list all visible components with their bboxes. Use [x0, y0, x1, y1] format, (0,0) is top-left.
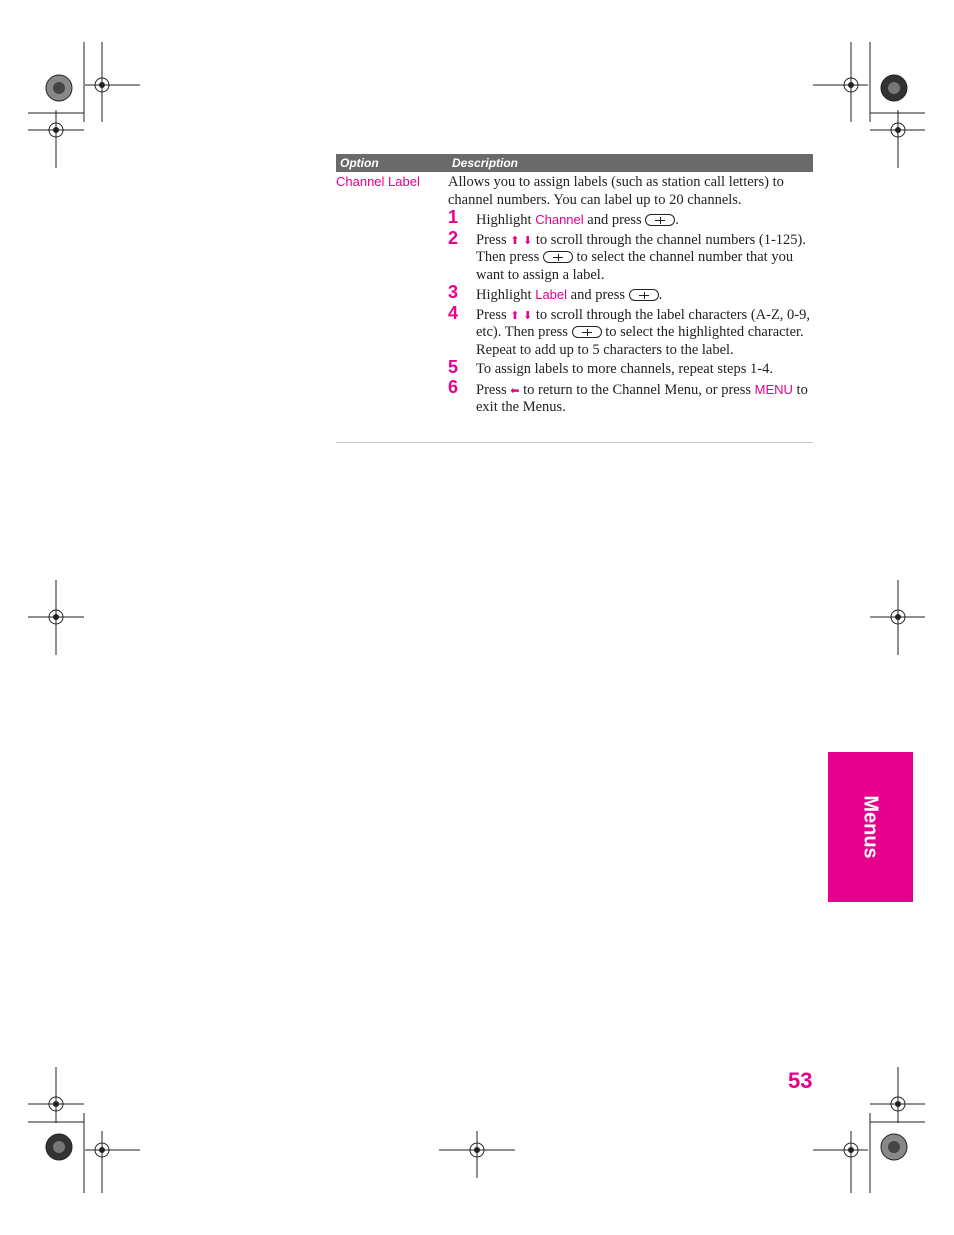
- step-3: [448, 282, 810, 305]
- repeat-note: Repeat to add up to 5 characters to the label.: [476, 341, 734, 358]
- step-text: To assign labels to more channels, repeat steps 1-4.: [476, 361, 773, 377]
- step-text: .: [658, 287, 663, 303]
- select-button-icon: [572, 326, 602, 338]
- step-text: Press: [476, 231, 511, 248]
- step-text: Press: [476, 306, 511, 323]
- step-text: .: [675, 212, 679, 228]
- step-1: [448, 207, 810, 230]
- step-number: 4: [448, 302, 459, 323]
- step-text: to return to the Channel Menu, or press: [519, 381, 755, 398]
- select-button-icon: [645, 214, 675, 226]
- step-text: Highlight: [476, 287, 536, 303]
- step-number: 3: [448, 282, 459, 302]
- section-tab-label: Menus: [859, 795, 882, 859]
- up-down-arrow-icon: ⬆ ⬇: [510, 233, 533, 247]
- select-button-icon: [629, 289, 659, 301]
- step-6: [448, 376, 810, 417]
- keyword-label: Label: [535, 287, 568, 302]
- option-channel-label: Channel Label: [336, 174, 420, 189]
- step-text: Highlight: [476, 212, 536, 228]
- up-down-arrow-icon: ⬆ ⬇: [510, 308, 533, 322]
- page-number: 53: [788, 1068, 813, 1093]
- step-text: to select the channel number that you want to assign a label.: [476, 249, 794, 283]
- step-number: 6: [448, 376, 459, 397]
- step-text: Press: [476, 381, 511, 398]
- step-4: [448, 302, 811, 342]
- left-arrow-icon: ⬅: [510, 383, 520, 397]
- step-text: and press: [583, 212, 646, 228]
- step-text: and press: [567, 287, 629, 303]
- header-description: Description: [452, 156, 519, 170]
- step-number: 2: [448, 227, 459, 248]
- section-tab-menus: [828, 752, 913, 902]
- step-text: to exit the Menus.: [476, 381, 808, 415]
- step-text: to scroll through the channel numbers (1-125). Then press: [476, 231, 807, 265]
- step-5: [448, 357, 810, 379]
- table-header: [336, 154, 813, 172]
- step-2: [448, 227, 810, 285]
- header-option: Option: [340, 156, 379, 170]
- intro-text: Allows you to assign labels (such as station call letters) to channel numbers. You can label up to 20 channels.: [448, 174, 784, 208]
- keyword-menu: MENU: [754, 381, 793, 397]
- option-description: [448, 174, 810, 417]
- table-bottom-rule: [336, 442, 813, 443]
- step-text: to select the highlighted character.: [601, 324, 804, 340]
- step-number: 5: [448, 357, 459, 377]
- keyword-channel: Channel: [535, 212, 584, 227]
- step-number: 1: [448, 207, 459, 227]
- step-text: to scroll through the label characters (A-Z, 0-9, etc). Then press: [476, 306, 811, 340]
- select-button-icon: [543, 251, 573, 263]
